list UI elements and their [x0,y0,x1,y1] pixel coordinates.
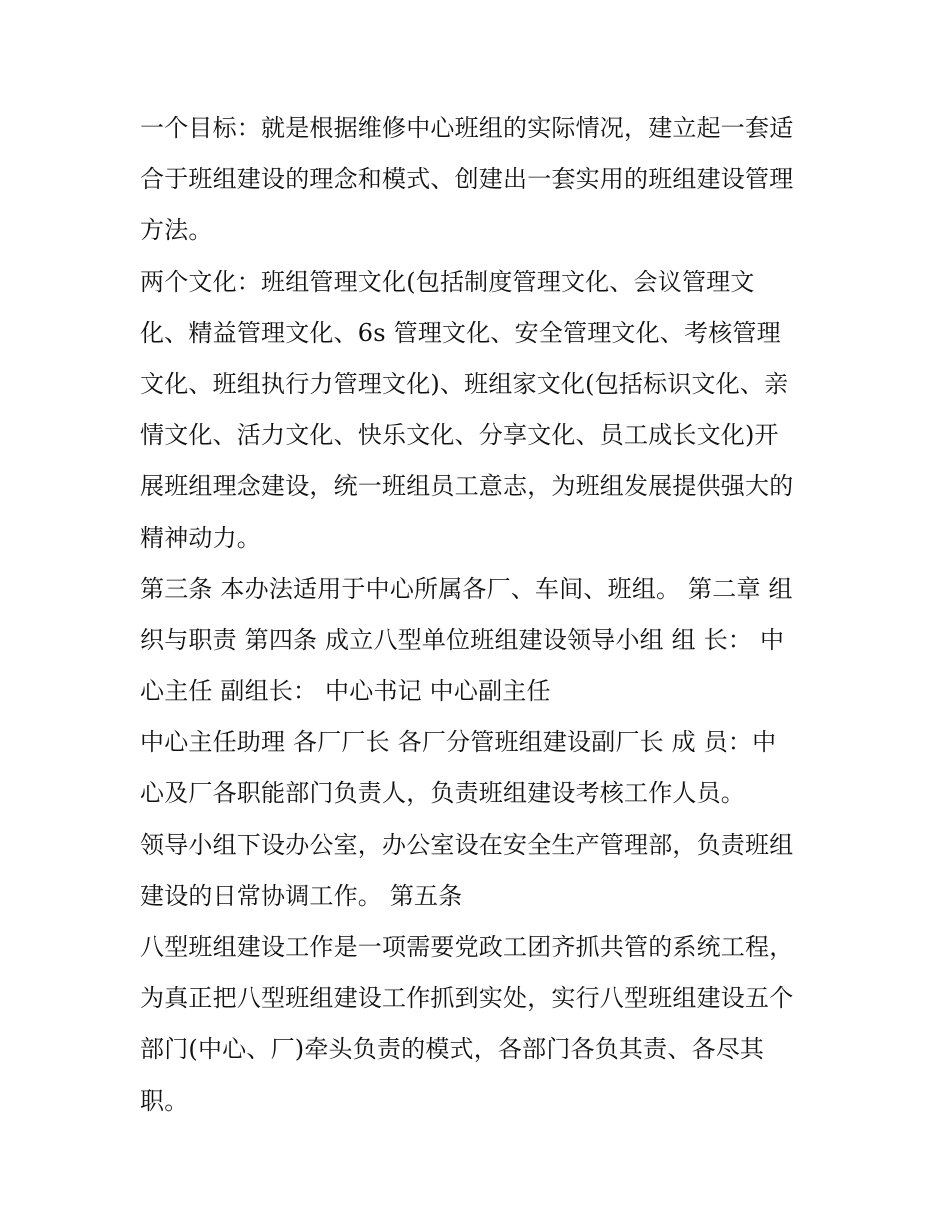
text-line: 化、精益管理文化、6s 管理文化、安全管理文化、考核管理 [140,318,781,347]
text-line: 织与职责 第四条 成立八型单位班组建设领导小组 组 长： 中 [140,625,785,654]
text-line: 第三条 本办法适用于中心所属各厂、车间、班组。 第二章 组 [140,574,793,603]
text-line: 一个目标：就是根据维修中心班组的实际情况，建立起一套适 [140,114,794,142]
text-line: 部门(中心、厂)牵头负责的模式，各部门各负其责、各尽其 [140,1035,765,1064]
text-line: 中心主任助理 各厂厂长 各厂分管班组建设副厂长 成 员：中 [140,728,777,757]
text-line: 为真正把八型班组建设工作抓到实处，实行八型班组建设五个 [140,984,794,1013]
text-line: 合于班组建设的理念和模式、创建出一套实用的班组建设管理 [140,165,794,194]
text-line: 领导小组下设办公室，办公室设在安全生产管理部，负责班组 [140,830,794,859]
text-line: 心主任 副组长： 中心书记 中心副主任 [140,677,551,706]
text-line: 展班组理念建设，统一班组员工意志，为班组发展提供强大的 [140,472,794,501]
text-line: 两个文化：班组管理文化(包括制度管理文化、会议管理文 [140,267,755,296]
text-line: 情文化、活力文化、快乐文化、分享文化、员工成长文化)开 [140,421,779,450]
text-line: 心及厂各职能部门负责人，负责班组建设考核工作人员。 [140,779,745,808]
text-line: 文化、班组执行力管理文化)、班组家文化(包括标识文化、亲 [140,369,789,398]
document-body [140,103,820,1127]
text-line: 职。 [140,1086,189,1115]
text-line: 建设的日常协调工作。 第五条 [140,881,463,910]
text-line: 方法。 [140,216,213,245]
text-line: 八型班组建设工作是一项需要党政工团齐抓共管的系统工程， [140,933,794,961]
text-line: 精神动力。 [140,523,261,552]
